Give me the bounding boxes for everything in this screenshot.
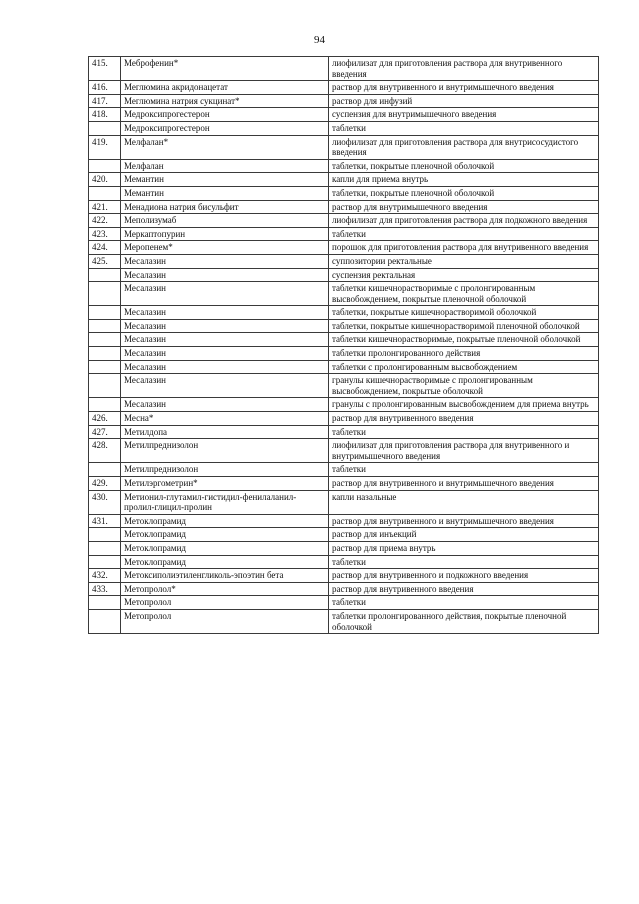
dosage-form-cell: гранулы кишечнорастворимые с пролонгированным высвобождением, покрытые оболочкой [329, 374, 599, 398]
dosage-form-cell: таблетки [329, 227, 599, 241]
row-number-cell [89, 463, 121, 477]
table-row [89, 555, 599, 569]
row-number-cell [89, 319, 121, 333]
dosage-form-cell: таблетки, покрытые кишечнорастворимой оболочкой [329, 306, 599, 320]
dosage-form-cell: раствор для инфузий [329, 94, 599, 108]
drug-name-cell: Метилпреднизолон [121, 463, 329, 477]
drug-name-cell: Меропенем* [121, 241, 329, 255]
drug-name-cell: Месна* [121, 412, 329, 426]
drug-name-cell: Метопролол* [121, 582, 329, 596]
table-row [89, 374, 599, 398]
drug-name-cell: Менадиона натрия бисульфит [121, 200, 329, 214]
row-number-cell [89, 282, 121, 306]
table-row [89, 254, 599, 268]
row-number-cell: 415. [89, 57, 121, 81]
row-number-cell [89, 528, 121, 542]
row-number-cell: 426. [89, 412, 121, 426]
row-number-cell: 431. [89, 514, 121, 528]
row-number-cell: 432. [89, 569, 121, 583]
row-number-cell: 422. [89, 214, 121, 228]
drug-name-cell: Метилпреднизолон [121, 439, 329, 463]
drug-name-cell: Месалазин [121, 347, 329, 361]
table-row [89, 200, 599, 214]
drug-name-cell: Метоксиполиэтиленгликоль-эпоэтин бета [121, 569, 329, 583]
drug-name-cell: Месалазин [121, 319, 329, 333]
drug-name-cell: Медроксипрогестерон [121, 108, 329, 122]
dosage-form-cell: таблетки, покрытые пленочной оболочкой [329, 159, 599, 173]
table-row [89, 582, 599, 596]
dosage-form-cell: таблетки с пролонгированным высвобождением [329, 360, 599, 374]
row-number-cell [89, 360, 121, 374]
drug-name-cell: Месалазин [121, 306, 329, 320]
table-row [89, 282, 599, 306]
dosage-form-cell: раствор для приема внутрь [329, 541, 599, 555]
drug-name-cell: Меглюмина акридонацетат [121, 81, 329, 95]
dosage-form-cell: порошок для приготовления раствора для внутривенного введения [329, 241, 599, 255]
dosage-form-cell: таблетки пролонгированного действия [329, 347, 599, 361]
dosage-form-cell: лиофилизат для приготовления раствора для внутривенного введения [329, 57, 599, 81]
drug-name-cell: Меглюмина натрия сукцинат* [121, 94, 329, 108]
table-row [89, 398, 599, 412]
row-number-cell: 429. [89, 477, 121, 491]
dosage-form-cell: суспензия ректальная [329, 268, 599, 282]
row-number-cell: 418. [89, 108, 121, 122]
drug-name-cell: Мелфалан [121, 159, 329, 173]
dosage-form-cell: таблетки [329, 425, 599, 439]
table-row [89, 360, 599, 374]
table-row [89, 306, 599, 320]
dosage-form-cell: лиофилизат для приготовления раствора для внутрисосудистого введения [329, 135, 599, 159]
row-number-cell: 425. [89, 254, 121, 268]
drug-name-cell: Мемантин [121, 186, 329, 200]
table-row [89, 490, 599, 514]
row-number-cell [89, 186, 121, 200]
row-number-cell [89, 374, 121, 398]
table-row [89, 412, 599, 426]
row-number-cell: 417. [89, 94, 121, 108]
row-number-cell [89, 333, 121, 347]
table-row [89, 57, 599, 81]
dosage-form-cell: раствор для внутривенного и подкожного введения [329, 569, 599, 583]
table-row [89, 94, 599, 108]
row-number-cell: 428. [89, 439, 121, 463]
row-number-cell [89, 596, 121, 610]
drug-name-cell: Метопролол [121, 609, 329, 633]
drug-name-cell: Месалазин [121, 360, 329, 374]
dosage-form-cell: таблетки [329, 555, 599, 569]
table-row [89, 514, 599, 528]
drug-name-cell: Месалазин [121, 282, 329, 306]
table-row [89, 463, 599, 477]
dosage-form-cell: раствор для инъекций [329, 528, 599, 542]
table-body [89, 57, 599, 634]
drug-name-cell: Метоклопрамид [121, 541, 329, 555]
table-row [89, 159, 599, 173]
table-row [89, 319, 599, 333]
row-number-cell [89, 398, 121, 412]
table-row [89, 541, 599, 555]
dosage-form-cell: раствор для внутривенного введения [329, 582, 599, 596]
row-number-cell [89, 541, 121, 555]
table-row [89, 186, 599, 200]
drug-name-cell: Метоклопрамид [121, 514, 329, 528]
dosage-form-cell: таблетки [329, 463, 599, 477]
drug-name-cell: Месалазин [121, 254, 329, 268]
table-row [89, 214, 599, 228]
row-number-cell [89, 347, 121, 361]
row-number-cell [89, 609, 121, 633]
table-row [89, 241, 599, 255]
row-number-cell: 419. [89, 135, 121, 159]
dosage-form-cell: таблетки пролонгированного действия, покрытые пленочной оболочкой [329, 609, 599, 633]
row-number-cell [89, 268, 121, 282]
drug-name-cell: Мемантин [121, 173, 329, 187]
table-row [89, 227, 599, 241]
drug-name-cell: Метионил-глутамил-гистидил-фенилаланил-пролил-глицил-пролин [121, 490, 329, 514]
drug-name-cell: Мелфалан* [121, 135, 329, 159]
drug-name-cell: Месалазин [121, 374, 329, 398]
row-number-cell: 424. [89, 241, 121, 255]
drug-name-cell: Меброфенин* [121, 57, 329, 81]
row-number-cell [89, 555, 121, 569]
dosage-form-cell: таблетки кишечнорастворимые, покрытые пленочной оболочкой [329, 333, 599, 347]
drug-name-cell: Меркаптопурин [121, 227, 329, 241]
dosage-form-cell: раствор для внутривенного и внутримышечного введения [329, 477, 599, 491]
row-number-cell: 421. [89, 200, 121, 214]
dosage-form-cell: раствор для внутривенного и внутримышечного введения [329, 514, 599, 528]
table-row [89, 108, 599, 122]
row-number-cell: 416. [89, 81, 121, 95]
table-row [89, 609, 599, 633]
dosage-form-cell: гранулы с пролонгированным высвобождением для приема внутрь [329, 398, 599, 412]
drug-name-cell: Медроксипрогестерон [121, 121, 329, 135]
drug-name-cell: Месалазин [121, 398, 329, 412]
table-row [89, 596, 599, 610]
dosage-form-cell: лиофилизат для приготовления раствора для подкожного введения [329, 214, 599, 228]
drug-name-cell: Метоклопрамид [121, 555, 329, 569]
drug-table [88, 56, 599, 634]
table-row [89, 135, 599, 159]
row-number-cell: 420. [89, 173, 121, 187]
drug-name-cell: Месалазин [121, 268, 329, 282]
table-row [89, 425, 599, 439]
dosage-form-cell: таблетки кишечнорастворимые с пролонгированным высвобождением, покрытые пленочной оболочкой [329, 282, 599, 306]
dosage-form-cell: раствор для внутривенного и внутримышечного введения [329, 81, 599, 95]
dosage-form-cell: суспензия для внутримышечного введения [329, 108, 599, 122]
drug-name-cell: Меполизумаб [121, 214, 329, 228]
row-number-cell [89, 121, 121, 135]
table-row [89, 333, 599, 347]
dosage-form-cell: раствор для внутривенного введения [329, 412, 599, 426]
drug-name-cell: Месалазин [121, 333, 329, 347]
row-number-cell [89, 306, 121, 320]
dosage-form-cell: таблетки, покрытые кишечнорастворимой пленочной оболочкой [329, 319, 599, 333]
table-row [89, 173, 599, 187]
drug-name-cell: Метилдопа [121, 425, 329, 439]
dosage-form-cell: капли для приема внутрь [329, 173, 599, 187]
drug-name-cell: Метилэргометрин* [121, 477, 329, 491]
table-row [89, 569, 599, 583]
drug-name-cell: Метоклопрамид [121, 528, 329, 542]
row-number-cell [89, 159, 121, 173]
dosage-form-cell: лиофилизат для приготовления раствора для внутривенного и внутримышечного введения [329, 439, 599, 463]
dosage-form-cell: раствор для внутримышечного введения [329, 200, 599, 214]
dosage-form-cell: таблетки [329, 596, 599, 610]
table-row [89, 439, 599, 463]
row-number-cell: 433. [89, 582, 121, 596]
table-row [89, 528, 599, 542]
dosage-form-cell: таблетки, покрытые пленочной оболочкой [329, 186, 599, 200]
dosage-form-cell: таблетки [329, 121, 599, 135]
table-row [89, 81, 599, 95]
drug-name-cell: Метопролол [121, 596, 329, 610]
dosage-form-cell: суппозитории ректальные [329, 254, 599, 268]
table-row [89, 347, 599, 361]
table-row [89, 268, 599, 282]
table-row [89, 477, 599, 491]
dosage-form-cell: капли назальные [329, 490, 599, 514]
row-number-cell: 427. [89, 425, 121, 439]
row-number-cell: 430. [89, 490, 121, 514]
table-row [89, 121, 599, 135]
page-number: 94 [314, 34, 325, 46]
row-number-cell: 423. [89, 227, 121, 241]
